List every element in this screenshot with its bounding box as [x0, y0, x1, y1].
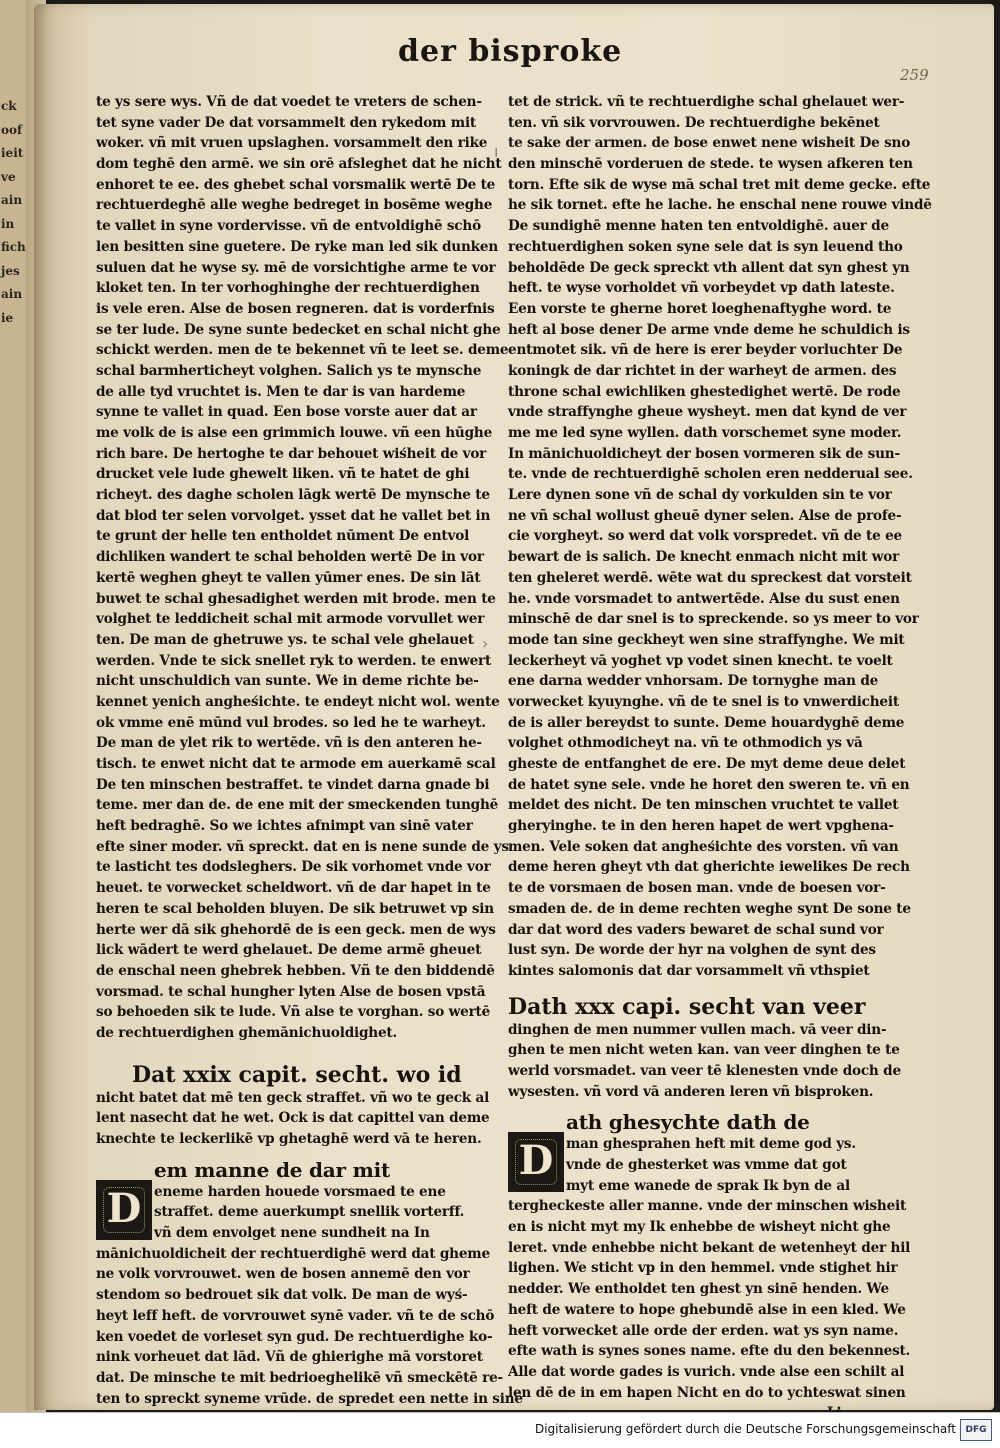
- text-line: len besitten sine guetere. De ryke man led sik dunken: [96, 238, 499, 255]
- text-line: cie vorgheyt. so werd dat volk vorspredet. vñ de te ee: [508, 528, 902, 545]
- text-line: kintes salomonis dat dar vorsammelt vñ vthspiet: [508, 962, 870, 979]
- text-line: te de vorsmaen de bosen man. vnde de boesen vor-: [508, 880, 886, 897]
- text-line: en is nicht myt my Ik enhebbe de wisheyt nicht ghe: [508, 1219, 891, 1236]
- text-line: leckerheyt vā yoghet vp vodet sinen knecht. te voelt: [508, 652, 893, 669]
- text-line: myt eme wanede de sprak Ik byn de al: [566, 1177, 850, 1194]
- right-column: [508, 92, 932, 1424]
- text-line: ene darna wedder vnhorsam. De tornyghe man de: [508, 673, 879, 690]
- previous-page-fragment: ie: [1, 310, 14, 325]
- text-line: nicht unschuldich van sunte. We in deme richte be-: [96, 673, 479, 690]
- text-line: vorwecket kyuynghe. vñ de te snel is to vnwerdicheit: [508, 693, 899, 710]
- text-line: kennet yenich angheśichte. te endeyt nicht wol. wente: [96, 693, 500, 710]
- text-line: gheste de entfanghet de ere. De myt deme deue delet: [508, 756, 906, 772]
- text-line: leret. vnde enhebbe nicht bekant de wetenheyt der hil: [508, 1239, 911, 1256]
- text-line: lighen. We sticht vp in den hemmel. vnde stighet hir: [508, 1260, 898, 1277]
- text-line: dichliken wandert te schal beholden wertē De in vor: [96, 549, 484, 566]
- text-line: De sundighē menne haten ten entvoldighē. auer de: [508, 218, 889, 235]
- text-line: lust syn. De worde der hyr na volghen de synt des: [508, 942, 876, 959]
- text-line: enhoret te ee. des ghebet schal vorsmalik wertē De te: [96, 176, 496, 193]
- text-line: minschē de dar snel is to spreckende. so ys meer to vor: [508, 611, 919, 628]
- text-line: ten. De man de ghetruwe ys. te schal vele ghelauet: [96, 631, 474, 648]
- text-line: Een vorste te gherne horet loeghenaftyghe word. te: [508, 300, 892, 317]
- text-line: efte wath is synes sones name. efte du den bekennest.: [508, 1343, 911, 1360]
- text-line: schickt werden. men de te bekennet vñ te leet se. deme: [96, 342, 509, 359]
- text-line: richeyt. des daghe scholen lāgk wertē De mynsche te: [96, 487, 490, 504]
- text-line: nedder. We entholdet ten ghest yn sinē henden. We: [508, 1281, 889, 1298]
- text-line: deme heren gheyt vth dat gherichte iewelikes De rech: [508, 859, 910, 876]
- text-line: beholdēde De geck spreckt vth allent dat syn ghest yn: [508, 259, 910, 276]
- text-line: tergheckeste aller manne. vnde der minschen wisheit: [508, 1198, 907, 1215]
- text-line: vnde straffynghe gheue wysheyt. men dat kynd de ver: [508, 404, 907, 421]
- text-line: meldet des nicht. De ten minschen vruchtet te vallet: [508, 797, 899, 814]
- dfg-logo: DFG: [960, 1419, 992, 1441]
- text-line: den minschē vorderuen de stede. te wysen afkeren ten: [508, 156, 913, 173]
- initial-first-line: ath ghesychte dath de: [566, 1110, 810, 1135]
- folio-note: 259: [900, 66, 929, 84]
- previous-page-fragment: ain: [1, 193, 23, 207]
- previous-page-fragment: ve: [1, 169, 16, 184]
- text-line: kertē weghen gheyt te vallen yūmer enes. De sin lāt: [96, 569, 481, 586]
- text-line: volghet othmodicheyt na. vñ te othmodich ys vā: [508, 735, 863, 752]
- text-line: dat blod ter selen vorvolget. ysset dat he vallet bet in: [96, 507, 491, 524]
- text-line: lick wādert te werd ghelauet. De deme armē gheuet: [96, 942, 482, 959]
- previous-page-fragment: fich: [1, 240, 26, 254]
- initial-paragraph: [508, 1110, 870, 1196]
- text-line: Alle dat worde gades is vurich. vnde alse een schilt al: [508, 1363, 905, 1380]
- text-line: te grunt der helle ten entholdet nūment De entvol: [96, 528, 470, 545]
- text-line: kloket ten. In ter vorhoghinghe der rechtuerdighen: [96, 280, 480, 297]
- initial-paragraph: [96, 1157, 465, 1244]
- left-column: [96, 92, 523, 1430]
- text-line: rechtuerdeghē alle weghe bedreget in bosēme weghe: [96, 197, 493, 214]
- previous-page-fragment: ck: [1, 99, 17, 113]
- text-line: is vele eren. Alse de bosen regneren. dat is vorderfnis: [96, 300, 495, 317]
- text-line: heuet. te vorwecket scheldwort. vñ de dar hapet in te: [96, 880, 491, 897]
- text-line: heft al bose dener De arme vnde deme he schuldich is: [508, 321, 910, 338]
- text-line: smaden de. de in deme rechten weghe synt De sone te: [508, 900, 911, 917]
- book-page: [34, 4, 994, 1410]
- text-line: de alle tyd vruchtet is. Men te dar is van hardeme: [96, 383, 466, 400]
- text-line: rich bare. De hertoghe te dar behouet wiśheit de vor: [96, 445, 487, 462]
- text-line: nink vorheuet dat lād. Vñ de ghierighe mā vorstoret: [96, 1349, 483, 1366]
- chapter-summary-line: wysesten. vñ vord vā anderen leren vñ bisproken.: [508, 1083, 874, 1100]
- text-line: ne volk vorvrouwet. wen de bosen annemē den vor: [96, 1266, 470, 1283]
- text-line: suluen dat he wyse sy. mē de vorsichtighe arme te vor: [96, 259, 496, 276]
- text-line: De man de ylet rik to wertēde. vñ is den anteren he-: [96, 735, 482, 752]
- margin-mark: ›: [482, 634, 489, 653]
- running-head: der bisproke: [398, 34, 623, 69]
- decorated-initial: D: [96, 1180, 152, 1240]
- text-line: heren te scal beholden bluyen. De sik betruwet vp sin: [96, 900, 494, 917]
- previous-page-fragment: ain: [1, 287, 23, 301]
- decorated-initial: D: [508, 1132, 564, 1192]
- previous-page-fragment: oof: [1, 122, 23, 137]
- text-line: bewart de is salich. De knecht enmach nicht mit wor: [508, 549, 900, 566]
- text-line: me volk de is alse een grimmich louwe. vñ een hūghe: [96, 425, 493, 441]
- text-line: efte siner moder. vñ spreckt. dat en is nene sunde de ys: [96, 838, 509, 855]
- initial-first-line: em manne de dar mit: [154, 1157, 391, 1182]
- text-line: mode tan sine geckheyt wen sine straffynghe. We mit: [508, 631, 905, 648]
- text-line: heft de watere to hope ghebundē alse in een kled. We: [508, 1301, 906, 1318]
- text-line: volghet te leddicheit schal mit armode vorvullet wer: [96, 611, 485, 628]
- previous-page-fragment: jes: [1, 263, 20, 278]
- text-line: stendom so bedrouet sik dat volk. De man de wyś-: [96, 1287, 468, 1304]
- text-line: gheryinghe. te in den heren hapet de wert vpghena-: [508, 818, 894, 835]
- text-line: Lere dynen sone vñ de schal dy vorkulden sin te vor: [508, 487, 892, 504]
- previous-page-fragment: in: [1, 216, 15, 231]
- text-line: heyt leff heft. de vorvrouwet synē vader. vñ te de schō: [96, 1307, 495, 1324]
- text-line: so behoeden sik te lude. Vñ alse te vorghan. so wertē: [96, 1004, 491, 1021]
- chapter-summary-line: nicht batet dat mē ten geck straffet. vñ wo te geck al: [96, 1089, 490, 1106]
- text-line: dar dat word des vaders bewaret de schal sund vor: [508, 921, 884, 938]
- text-line: In mānichuoldicheyt der bosen vormeren sik de sun-: [508, 445, 900, 462]
- text-line: rechtuerdighen soken syne sele dat is syn leuend tho: [508, 238, 903, 255]
- previous-page-fragments: [1, 95, 25, 330]
- chapter-summary-line: knechte te leckerlikē vp ghetaghē werd vā te heren.: [96, 1131, 482, 1147]
- margin-mark: ı: [494, 142, 499, 161]
- text-line: ten to spreckt syneme vrūde. de spredet een nette in sinē: [96, 1390, 523, 1407]
- text-line: throne schal ewichliken ghestedighet wertē. De rode: [508, 383, 901, 400]
- text-line: te sake der armen. de bose enwet nene wisheit De sno: [508, 135, 911, 152]
- text-line: vorsmad. te schal hungher lyten Alse de bosen vpstā: [96, 983, 486, 1000]
- text-line: heft bedraghē. So we ichtes afnimpt van sinē vater: [96, 818, 473, 835]
- text-line: ten. vñ sik vorvrouwen. De rechtuerdighe bekēnet: [508, 114, 880, 131]
- text-line: synne te vallet in quad. Een bose vorste auer dat ar: [96, 404, 477, 421]
- text-line: he. vnde vorsmadet to antwertēde. Alse du sust enen: [508, 590, 900, 607]
- credit-line: Digitalisierung gefördert durch die Deutsche Forschungsgemeinschaft: [534, 1422, 956, 1436]
- previous-page-edge: [0, 0, 26, 1412]
- text-line: woker. vñ mit vruen upslaghen. vorsammelt den rike: [96, 135, 488, 152]
- text-line: de enschal neen ghebrek hebben. Vñ te den biddendē: [96, 962, 495, 979]
- text-line: te ys sere wys. Vñ de dat voedet te vreters de schen-: [96, 94, 482, 110]
- text-line: te. vnde de rechtuerdighē scholen eren nedderual see.: [508, 466, 913, 483]
- chapter-heading: Dath xxx capi. secht van veer: [508, 993, 866, 1020]
- text-line: de hatet syne sele. vnde he horet den sweren te. vñ en: [508, 776, 910, 793]
- text-line: de is aller bereydst to sunte. Deme houardyghē deme: [508, 714, 905, 731]
- text-line: ok vmme enē mūnd vul brodes. so led he te warheyt.: [96, 714, 486, 731]
- text-line: koningk de dar richtet in der warheyt de armen. des: [508, 362, 897, 379]
- text-line: entmotet sik. vñ de here is erer beyder vorluchter De: [508, 342, 903, 359]
- text-line: heft vorwecket alle orde der erden. wat ys syn name.: [508, 1322, 899, 1339]
- text-line: ken voedet de vorleset syn gud. De rechtuerdighe ko-: [96, 1328, 493, 1345]
- text-line: man ghesprahen heft mit deme god ys.: [566, 1136, 856, 1153]
- chapter-summary-line: lent nasecht dat he wet. Ock is dat capittel van deme: [96, 1110, 490, 1127]
- chapter-heading: Dat xxix capit. secht. wo id: [132, 1061, 462, 1088]
- text-line: heft. te wyse vorholdet vñ vorbeydet vp dath lateste.: [508, 280, 895, 297]
- text-line: se ter lude. De syne sunte bedecket en schal nicht ghe: [96, 321, 501, 338]
- text-line: straffet. deme auerkumpt snellik vorterff.: [154, 1204, 465, 1221]
- chapter-summary-line: werld vorsmadet. van veer tē klenesten vnde doch de: [508, 1062, 901, 1079]
- text-line: tet syne vader De dat vorsammelt den rykedom mit: [96, 114, 476, 131]
- chapter-summary-line: dinghen de men nummer vullen mach. vā veer din-: [508, 1021, 887, 1038]
- text-line: dat. De minsche te mit bedrioeghelikē vñ smeckētē re-: [96, 1369, 503, 1386]
- text-line: drucket vele lude ghewelt liken. vñ te hatet de ghi: [96, 466, 470, 483]
- text-line: mānichuoldicheit der rechtuerdighē werd dat gheme: [96, 1245, 490, 1262]
- text-line: te lasticht tes dodsleghers. De sik vorhomet vnde vor: [96, 859, 491, 876]
- text-line: tet de strick. vñ te rechtuerdighe schal ghelauet wer-: [508, 94, 905, 110]
- text-line: torn. Efte sik de wyse mā schal tret mit deme gecke. efte: [508, 176, 931, 193]
- text-line: vñ dem envolget nene sundheit na In: [154, 1225, 430, 1242]
- text-line: vnde de ghesterket was vmme dat got: [566, 1157, 847, 1173]
- chapter-summary-line: ghen te men nicht weten kan. van veer dinghen te te: [508, 1042, 900, 1059]
- text-line: de rechtuerdighen ghemānichuoldighet.: [96, 1024, 398, 1041]
- text-line: ten gheleret werdē. wēte wat du spreckest dat vorsteit: [508, 569, 912, 586]
- text-line: men. Vele soken dat angheśichte des vorsten. vñ van: [508, 838, 899, 855]
- text-line: herte wer dā sik ghehordē de is een geck. men de wys: [96, 921, 496, 938]
- text-line: De ten minschen bestraffet. te vindet darna gnade bi: [96, 776, 490, 793]
- text-line: tisch. te enwet nicht dat te armode em auerkamē scal: [96, 756, 496, 772]
- text-line: werden. Vnde te sick snellet ryk to werden. te enwert: [96, 652, 492, 669]
- text-line: teme. mer dan de. de ene mit der smeckenden tunghē: [96, 797, 499, 814]
- text-line: dom teghē den armē. we sin orē afsleghet dat he nicht: [96, 156, 502, 173]
- text-line: schal barmherticheyt volghen. Salich ys te mynsche: [96, 362, 482, 379]
- text-line: eneme harden houede vorsmaed te ene: [154, 1183, 446, 1200]
- text-line: ne vñ schal wollust gheuē dyner selen. Alse de profe-: [508, 507, 902, 524]
- text-line: me me led syne wyllen. dath vorschemet syne moder.: [508, 425, 902, 441]
- text-line: len dē de in em hapen Nicht en do to ychteswat sinen: [508, 1384, 906, 1401]
- text-line: he sik tornet. efte he lache. he enschal nene rouwe vindē: [508, 197, 932, 214]
- text-line: buwet te schal ghesadighet werden mit brode. men te: [96, 590, 496, 607]
- digitization-credit-bar: [0, 1412, 1000, 1448]
- text-line: te vallet in syne vordervisse. vñ de entvoldighē schō: [96, 218, 481, 235]
- previous-page-fragment: ieit: [1, 146, 24, 160]
